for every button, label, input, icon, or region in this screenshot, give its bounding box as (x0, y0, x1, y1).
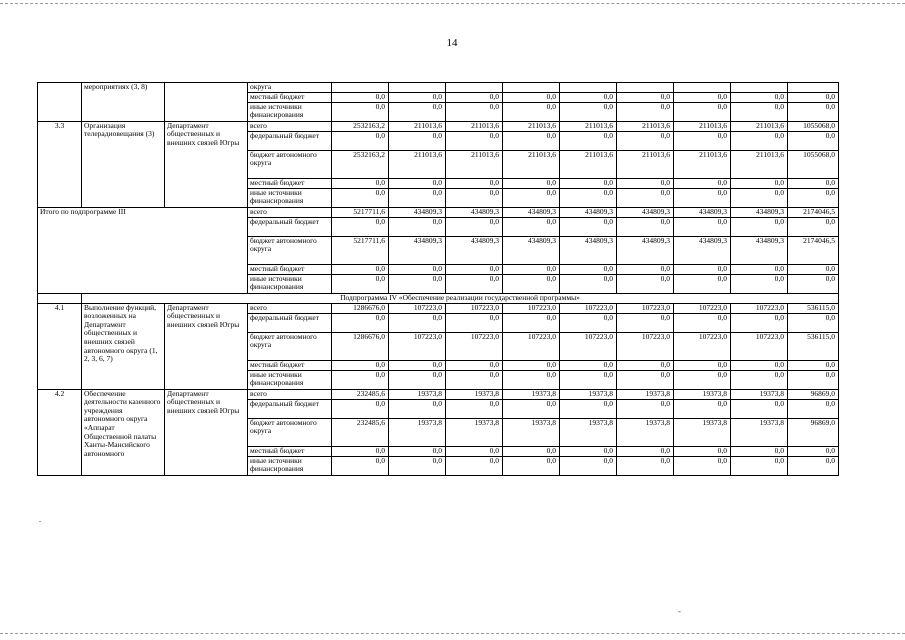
funding-source: местный бюджет (248, 446, 332, 456)
amount-cell: 19373,8 (674, 418, 731, 446)
amount-cell: 0,0 (389, 102, 446, 121)
amount-cell: 1286676,0 (332, 303, 389, 313)
amount-cell: 107223,0 (503, 303, 560, 313)
margin-mark: . (39, 515, 41, 524)
amount-cell: 0,0 (560, 370, 617, 389)
amount-cell: 0,0 (788, 188, 839, 207)
amount-cell: 434809,3 (389, 236, 446, 264)
amount-cell: 19373,8 (389, 418, 446, 446)
amount-cell: 211013,6 (389, 121, 446, 131)
amount-cell: 434809,3 (503, 207, 560, 217)
funding-source: федеральный бюджет (248, 313, 332, 332)
amount-cell (617, 83, 674, 93)
amount-cell (560, 83, 617, 93)
amount-cell: 0,0 (503, 178, 560, 188)
amount-cell: 0,0 (560, 188, 617, 207)
funding-table (37, 82, 839, 476)
amount-cell: 0,0 (731, 92, 788, 102)
funding-source: местный бюджет (248, 264, 332, 274)
amount-cell: 0,0 (560, 178, 617, 188)
amount-cell: 19373,8 (617, 389, 674, 399)
amount-cell: 0,0 (731, 370, 788, 389)
amount-cell: 107223,0 (617, 303, 674, 313)
amount-cell: 0,0 (560, 360, 617, 370)
amount-cell: 0,0 (674, 274, 731, 293)
amount-cell: 0,0 (503, 360, 560, 370)
amount-cell: 19373,8 (731, 389, 788, 399)
item-number: 4.1 (38, 303, 82, 389)
amount-cell: 434809,3 (731, 236, 788, 264)
amount-cell: 0,0 (788, 360, 839, 370)
amount-cell: 107223,0 (731, 303, 788, 313)
executor: Департамент общественных и внешних связей Югры (165, 121, 248, 207)
amount-cell: 0,0 (503, 188, 560, 207)
amount-cell: 0,0 (332, 399, 389, 418)
amount-cell: 0,0 (560, 399, 617, 418)
amount-cell: 0,0 (389, 399, 446, 418)
amount-cell: 0,0 (617, 131, 674, 150)
amount-cell: 0,0 (674, 102, 731, 121)
funding-source: местный бюджет (248, 92, 332, 102)
amount-cell: 0,0 (560, 313, 617, 332)
amount-cell: 0,0 (560, 131, 617, 150)
amount-cell: 0,0 (617, 217, 674, 236)
amount-cell: 0,0 (788, 217, 839, 236)
executor: Департамент общественных и внешних связей Югры (165, 303, 248, 389)
amount-cell: 0,0 (503, 456, 560, 475)
amount-cell: 107223,0 (446, 303, 503, 313)
amount-cell: 211013,6 (560, 150, 617, 178)
amount-cell: 0,0 (674, 178, 731, 188)
amount-cell: 0,0 (389, 360, 446, 370)
amount-cell: 211013,6 (389, 150, 446, 178)
amount-cell: 19373,8 (674, 389, 731, 399)
funding-source: всего (248, 389, 332, 399)
page-footer-dash: - (678, 606, 681, 616)
amount-cell: 0,0 (389, 264, 446, 274)
amount-cell: 0,0 (503, 131, 560, 150)
amount-cell: 0,0 (731, 102, 788, 121)
amount-cell: 0,0 (332, 188, 389, 207)
amount-cell: 0,0 (389, 446, 446, 456)
amount-cell: 0,0 (332, 274, 389, 293)
amount-cell: 211013,6 (617, 150, 674, 178)
amount-cell: 0,0 (560, 274, 617, 293)
funding-source: иные источники финансирования (248, 370, 332, 389)
amount-cell: 5217711,6 (332, 207, 389, 217)
amount-cell: 0,0 (332, 264, 389, 274)
amount-cell: 211013,6 (674, 121, 731, 131)
amount-cell: 107223,0 (731, 332, 788, 360)
amount-cell: 0,0 (389, 92, 446, 102)
amount-cell: 0,0 (731, 178, 788, 188)
amount-cell: 19373,8 (731, 418, 788, 446)
amount-cell: 107223,0 (560, 332, 617, 360)
amount-cell: 0,0 (446, 370, 503, 389)
funding-source: всего (248, 303, 332, 313)
amount-cell: 0,0 (617, 399, 674, 418)
amount-cell: 211013,6 (560, 121, 617, 131)
amount-cell: 0,0 (446, 178, 503, 188)
funding-source: иные источники финансирования (248, 274, 332, 293)
amount-cell: 1055068,0 (788, 121, 839, 131)
amount-cell: 19373,8 (503, 389, 560, 399)
amount-cell: 107223,0 (617, 332, 674, 360)
funding-source: иные источники финансирования (248, 102, 332, 121)
amount-cell: 107223,0 (389, 332, 446, 360)
amount-cell: 0,0 (788, 178, 839, 188)
amount-cell: 0,0 (731, 399, 788, 418)
amount-cell: 0,0 (560, 456, 617, 475)
amount-cell: 2174046,5 (788, 207, 839, 217)
amount-cell: 0,0 (503, 102, 560, 121)
amount-cell: 19373,8 (503, 418, 560, 446)
item-name: Выполнение функций, возложенных на Департамент общественных и внешних связей автономного округа (1, 2, 3, 6, 7) (82, 303, 165, 389)
amount-cell: 0,0 (617, 360, 674, 370)
page-number: 14 (446, 37, 458, 49)
amount-cell (446, 83, 503, 93)
amount-cell: 0,0 (674, 264, 731, 274)
amount-cell: 0,0 (731, 446, 788, 456)
funding-source: округа (248, 83, 332, 93)
amount-cell: 19373,8 (560, 418, 617, 446)
amount-cell: 19373,8 (446, 418, 503, 446)
amount-cell: 2532163,2 (332, 121, 389, 131)
scan-bottom-edge (0, 633, 905, 634)
amount-cell: 107223,0 (674, 332, 731, 360)
funding-source: бюджет автономного округа (248, 332, 332, 360)
amount-cell: 434809,3 (503, 236, 560, 264)
amount-cell: 107223,0 (503, 332, 560, 360)
amount-cell: 434809,3 (446, 236, 503, 264)
amount-cell: 0,0 (674, 131, 731, 150)
amount-cell: 0,0 (617, 313, 674, 332)
amount-cell: 0,0 (503, 399, 560, 418)
table-row (38, 389, 839, 399)
executor (165, 83, 248, 122)
amount-cell: 19373,8 (560, 389, 617, 399)
table-row (38, 207, 839, 217)
amount-cell: 0,0 (674, 217, 731, 236)
amount-cell: 0,0 (731, 264, 788, 274)
amount-cell: 434809,3 (617, 207, 674, 217)
amount-cell: 0,0 (788, 131, 839, 150)
amount-cell: 434809,3 (617, 236, 674, 264)
amount-cell: 0,0 (446, 399, 503, 418)
amount-cell: 0,0 (446, 456, 503, 475)
amount-cell: 0,0 (389, 131, 446, 150)
funding-source: федеральный бюджет (248, 217, 332, 236)
amount-cell: 0,0 (731, 217, 788, 236)
amount-cell: 0,0 (788, 399, 839, 418)
amount-cell: 0,0 (389, 313, 446, 332)
amount-cell: 96869,0 (788, 418, 839, 446)
amount-cell: 96869,0 (788, 389, 839, 399)
table-row (38, 83, 839, 93)
amount-cell: 0,0 (389, 178, 446, 188)
item-name: мероприятиях (3, 8) (82, 83, 165, 122)
amount-cell: 0,0 (446, 102, 503, 121)
amount-cell (389, 83, 446, 93)
item-number: 4.2 (38, 389, 82, 475)
funding-source: иные источники финансирования (248, 456, 332, 475)
amount-cell: 0,0 (674, 399, 731, 418)
amount-cell: 1286676,0 (332, 332, 389, 360)
amount-cell: 0,0 (503, 217, 560, 236)
funding-source: бюджет автономного округа (248, 236, 332, 264)
amount-cell: 536115,0 (788, 332, 839, 360)
amount-cell (788, 83, 839, 93)
amount-cell: 107223,0 (446, 332, 503, 360)
amount-cell: 0,0 (731, 274, 788, 293)
amount-cell: 5217711,6 (332, 236, 389, 264)
amount-cell: 0,0 (389, 274, 446, 293)
funding-source: местный бюджет (248, 360, 332, 370)
section-title: Подпрограмма IV «Обеспечение реализации государственной программы» (82, 293, 839, 303)
amount-cell: 211013,6 (731, 150, 788, 178)
amount-cell: 211013,6 (503, 150, 560, 178)
amount-cell: 0,0 (617, 102, 674, 121)
amount-cell: 0,0 (788, 446, 839, 456)
funding-source: федеральный бюджет (248, 399, 332, 418)
amount-cell: 434809,3 (674, 207, 731, 217)
table-body (38, 83, 839, 476)
amount-cell: 434809,3 (560, 236, 617, 264)
funding-source: местный бюджет (248, 178, 332, 188)
amount-cell: 0,0 (332, 217, 389, 236)
amount-cell: 0,0 (332, 102, 389, 121)
amount-cell: 0,0 (617, 264, 674, 274)
amount-cell: 0,0 (446, 217, 503, 236)
amount-cell: 107223,0 (389, 303, 446, 313)
amount-cell: 0,0 (332, 370, 389, 389)
amount-cell: 2174046,5 (788, 236, 839, 264)
amount-cell: 0,0 (674, 188, 731, 207)
section-spacer (38, 293, 82, 303)
amount-cell (731, 83, 788, 93)
amount-cell: 0,0 (560, 264, 617, 274)
amount-cell: 536115,0 (788, 303, 839, 313)
amount-cell: 0,0 (731, 456, 788, 475)
amount-cell: 0,0 (617, 274, 674, 293)
scan-top-edge (0, 3, 905, 4)
amount-cell: 107223,0 (674, 303, 731, 313)
funding-source: всего (248, 121, 332, 131)
amount-cell: 0,0 (674, 92, 731, 102)
amount-cell: 0,0 (674, 360, 731, 370)
amount-cell: 0,0 (731, 313, 788, 332)
amount-cell: 0,0 (389, 370, 446, 389)
amount-cell: 211013,6 (446, 121, 503, 131)
amount-cell: 211013,6 (674, 150, 731, 178)
amount-cell (674, 83, 731, 93)
amount-cell: 232485,6 (332, 389, 389, 399)
amount-cell: 0,0 (446, 188, 503, 207)
amount-cell: 0,0 (332, 92, 389, 102)
amount-cell: 0,0 (503, 370, 560, 389)
amount-cell: 0,0 (731, 188, 788, 207)
amount-cell: 0,0 (389, 217, 446, 236)
amount-cell: 0,0 (446, 313, 503, 332)
amount-cell: 434809,3 (389, 207, 446, 217)
amount-cell: 0,0 (332, 313, 389, 332)
amount-cell (332, 83, 389, 93)
amount-cell: 0,0 (332, 131, 389, 150)
funding-source: бюджет автономного округа (248, 418, 332, 446)
amount-cell: 0,0 (560, 92, 617, 102)
amount-cell: 0,0 (617, 456, 674, 475)
amount-cell: 2532163,2 (332, 150, 389, 178)
amount-cell: 0,0 (389, 456, 446, 475)
amount-cell: 0,0 (788, 370, 839, 389)
table-row (38, 121, 839, 131)
funding-source: иные источники финансирования (248, 188, 332, 207)
amount-cell: 211013,6 (617, 121, 674, 131)
amount-cell: 0,0 (446, 446, 503, 456)
executor: Департамент общественных и внешних связей Югры (165, 389, 248, 475)
amount-cell: 232485,6 (332, 418, 389, 446)
item-number (38, 83, 82, 122)
amount-cell: 0,0 (788, 456, 839, 475)
amount-cell: 0,0 (503, 274, 560, 293)
table-row (38, 303, 839, 313)
amount-cell: 0,0 (674, 446, 731, 456)
amount-cell: 434809,3 (446, 207, 503, 217)
amount-cell: 107223,0 (560, 303, 617, 313)
amount-cell: 0,0 (503, 313, 560, 332)
amount-cell: 0,0 (560, 446, 617, 456)
funding-source: федеральный бюджет (248, 131, 332, 150)
amount-cell: 0,0 (788, 264, 839, 274)
amount-cell: 0,0 (332, 456, 389, 475)
amount-cell: 0,0 (731, 360, 788, 370)
subtotal-label: Итого по подпрограмме III (38, 207, 248, 293)
amount-cell: 0,0 (503, 264, 560, 274)
amount-cell: 0,0 (617, 370, 674, 389)
amount-cell: 19373,8 (389, 389, 446, 399)
amount-cell: 0,0 (560, 102, 617, 121)
amount-cell: 434809,3 (674, 236, 731, 264)
amount-cell: 0,0 (446, 264, 503, 274)
amount-cell: 434809,3 (731, 207, 788, 217)
amount-cell: 0,0 (446, 274, 503, 293)
amount-cell: 0,0 (617, 178, 674, 188)
amount-cell: 211013,6 (503, 121, 560, 131)
amount-cell: 0,0 (674, 370, 731, 389)
amount-cell: 0,0 (674, 456, 731, 475)
amount-cell: 0,0 (332, 178, 389, 188)
amount-cell: 0,0 (332, 446, 389, 456)
amount-cell: 0,0 (446, 360, 503, 370)
amount-cell: 0,0 (446, 92, 503, 102)
amount-cell: 211013,6 (446, 150, 503, 178)
amount-cell: 0,0 (503, 446, 560, 456)
amount-cell: 0,0 (788, 102, 839, 121)
amount-cell: 0,0 (674, 313, 731, 332)
amount-cell: 211013,6 (731, 121, 788, 131)
amount-cell: 0,0 (332, 360, 389, 370)
amount-cell: 0,0 (788, 313, 839, 332)
amount-cell: 434809,3 (560, 207, 617, 217)
item-name: Организация телерадиовещания (3) (82, 121, 165, 207)
amount-cell: 0,0 (731, 131, 788, 150)
amount-cell: 0,0 (617, 446, 674, 456)
funding-source: всего (248, 207, 332, 217)
amount-cell: 0,0 (389, 188, 446, 207)
amount-cell: 0,0 (617, 92, 674, 102)
amount-cell (503, 83, 560, 93)
amount-cell: 0,0 (617, 188, 674, 207)
item-number: 3.3 (38, 121, 82, 207)
section-row (38, 293, 839, 303)
amount-cell: 0,0 (503, 92, 560, 102)
amount-cell: 1055068,0 (788, 150, 839, 178)
amount-cell: 0,0 (560, 217, 617, 236)
item-name: Обеспечение деятельности казенного учреждения автономного округа «Аппарат Общественной палаты Ханты-Мансийского автономного (82, 389, 165, 475)
amount-cell: 19373,8 (446, 389, 503, 399)
amount-cell: 0,0 (788, 92, 839, 102)
funding-source: бюджет автономного округа (248, 150, 332, 178)
amount-cell: 0,0 (788, 274, 839, 293)
amount-cell: 0,0 (446, 131, 503, 150)
amount-cell: 19373,8 (617, 418, 674, 446)
